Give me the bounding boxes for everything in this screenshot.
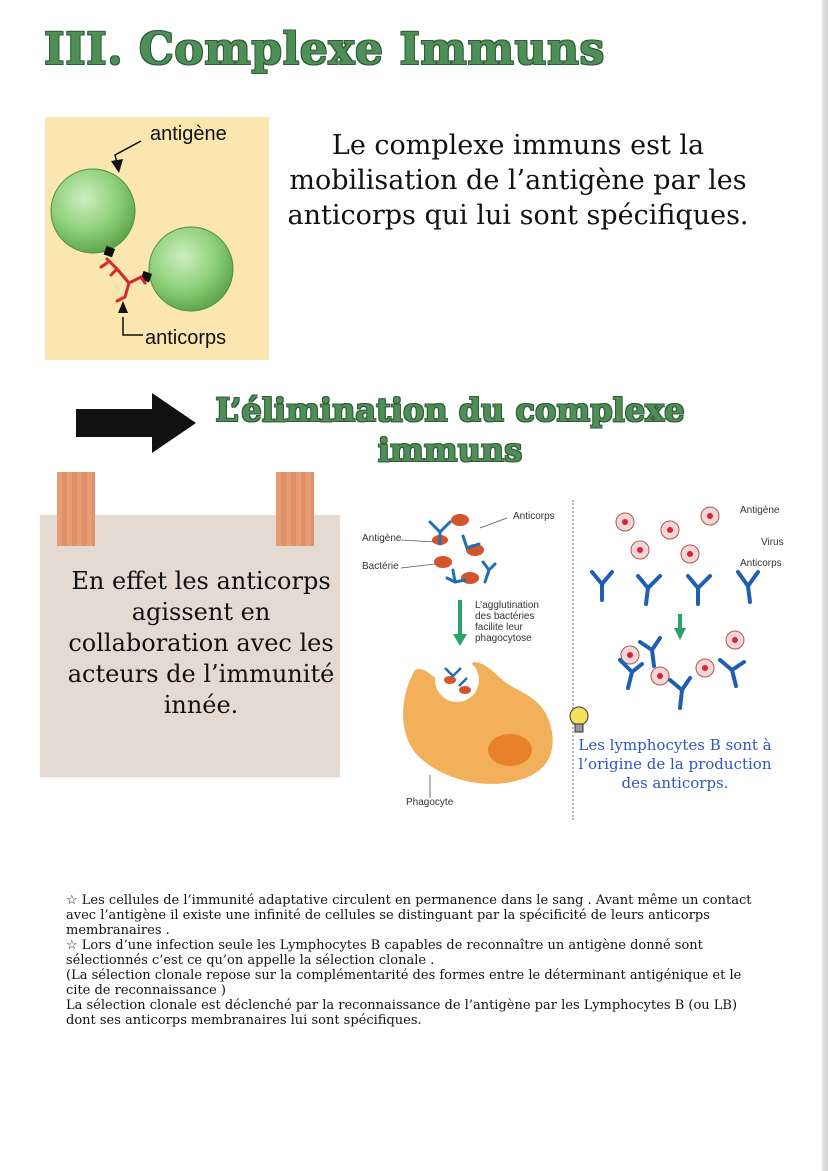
antibody-shape [101,259,145,301]
page-edge [822,0,828,1171]
bottom-paragraph-4: La sélection clonale est déclenché par la reconnaissance de l’antigène par les Lymphocytes B (ou LB) dont ses anticorps membranaires lui sont spécifiques. [66,998,738,1028]
antibodies-cluster [430,522,495,582]
phagocytosis-figure [355,500,570,820]
bottom-paragraph-2: ☆ Lors d’une infection seule les Lymphocytes B capables de reconnaître un antigène donné sont sélectionnés c’est ce qu’on appelle la sélection clonale . [66,938,703,968]
antigen-sphere-1 [51,169,135,253]
tape-right [276,472,314,546]
phagocyte-label: Phagocyte [406,797,454,808]
anticorps-label: Anticorps [513,511,555,522]
bottom-paragraph-1: ☆ Les cellules de l’immunité adaptative circulent en permanence dans le sang . Avant même un contact avec l’antigène il existe une infinité de cellules se distinguant par la spécificité de leurs anticorps membranaires . [66,893,752,938]
lightbulb-icon [568,705,590,739]
intro-text: Le complexe immuns est la mobilisation de l’antigène par les anticorps qui lui sont spécifiques. [287,130,749,231]
antigen-label: antigène [150,123,227,145]
figure-divider [572,500,574,820]
bacterie-label: Bactérie [362,561,399,572]
antibody-label: anticorps [145,327,227,349]
lymphocytes-text: Les lymphocytes B sont à l’origine de la production des anticorps. [578,736,772,792]
note-text: En effet les anticorps agissent en collaboration avec les acteurs de l’immunité innée. [67,567,335,719]
bacteria-cluster [432,514,484,584]
fig3-anticorps-label: Anticorps [740,558,782,569]
antigene-label: Antigène [362,533,402,544]
antigen-sphere-2 [149,227,233,311]
fig3-antigene-label: Antigène [740,505,780,516]
immune-complex-figure [45,117,269,360]
bottom-paragraph-3: (La sélection clonale repose sur la complémentarité des formes entre le déterminant antigénique et le cite de reconnaissance ) [66,968,742,998]
section-title: L’élimination du complexe immuns [215,391,685,469]
page-title: III. Complexe Immuns [44,24,605,75]
fig3-virus-label: Virus [761,537,784,548]
tape-left [57,472,95,546]
agglutination-label: L’agglutination des bactéries facilite leur phagocytose [475,600,539,644]
virus-antibody-figure [580,500,780,730]
bottom-notes [66,893,756,1028]
virus-particles [616,507,744,685]
right-arrow-icon [74,391,198,455]
